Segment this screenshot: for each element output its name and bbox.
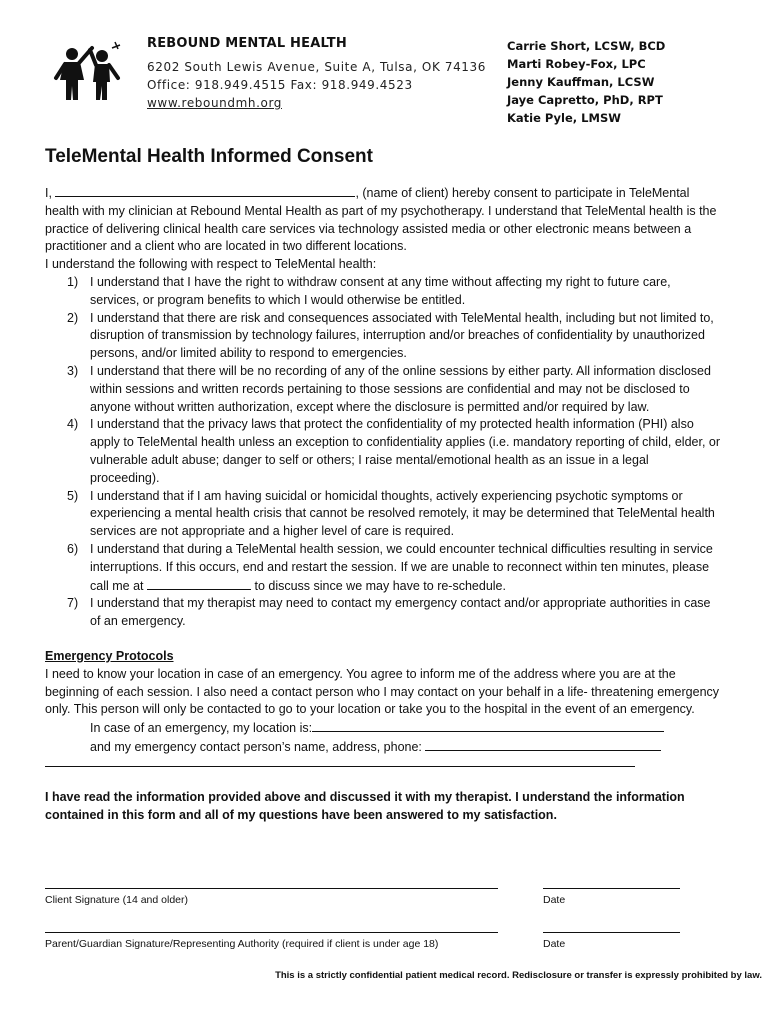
list-item: 2) I understand that there are risk and consequences associated with TeleMental health, including but not limited to, disruption of transmission by technology failures, interruption and/or breaches of confidentiality by unauthorized persons, and/or limited ability to respond to emergencies. bbox=[67, 310, 714, 361]
intro-prefix: I, bbox=[45, 186, 52, 200]
intro-text: , (name of client) hereby consent to participate in TeleMental health with my clinician at Rebound Mental Health as part of my psychotherapy. I understand that TeleMental health is the practice of delivering clinical health care services via technology assisted media or other electronic means between a practitioner and a client who are located in two different locations. bbox=[45, 186, 717, 254]
organization-info bbox=[147, 36, 486, 112]
client-date-field[interactable] bbox=[543, 888, 680, 889]
emergency-contact-row: and my emergency contact person’s name, address, phone: bbox=[45, 738, 720, 757]
emergency-contact-continuation-field[interactable] bbox=[45, 757, 635, 767]
staff-member: Carrie Short, LCSW, BCD bbox=[507, 39, 666, 53]
list-item: 4) I understand that the privacy laws that protect the confidentiality of my protected health information (PHI) also apply to TeleMental health unless an exception to confidentiality applies (i.e. mandatory reporting of child, elder, or vulnerable adult abuse; danger to self or others; I raise mental/emotional health as an issue in a legal proceeding). bbox=[67, 417, 721, 485]
org-name: REBOUND MENTAL HEALTH bbox=[147, 36, 347, 51]
staff-member: Katie Pyle, LMSW bbox=[507, 111, 621, 125]
client-name-field[interactable] bbox=[55, 184, 355, 197]
emergency-location-field[interactable] bbox=[312, 719, 664, 732]
list-item: 7) I understand that my therapist may need to contact my emergency contact and/or appropriate authorities in case of an emergency. bbox=[67, 596, 711, 629]
intro-lead: I understand the following with respect to TeleMental health: bbox=[45, 257, 377, 272]
intro-paragraph bbox=[45, 184, 720, 256]
consent-items-list bbox=[45, 274, 720, 631]
guardian-date-field[interactable] bbox=[543, 932, 680, 933]
guardian-date-label: Date bbox=[543, 938, 566, 950]
confidentiality-footer: This is a strictly confidential patient medical record. Redisclosure or transfer is expressly prohibited by law. bbox=[275, 970, 762, 981]
staff-member: Jaye Capretto, PhD, RPT bbox=[507, 93, 663, 107]
list-item: 5) I understand that if I am having suicidal or homicidal thoughts, actively experiencing psychotic symptoms or experiencing a mental health crisis that cannot be resolved remotely, it may be determined that TeleMental health services are not appropriate and a higher level of care is required. bbox=[67, 488, 715, 539]
document-title: TeleMental Health Informed Consent bbox=[45, 146, 373, 167]
therapist-phone-field[interactable] bbox=[147, 577, 251, 590]
org-phone-fax: Office: 918.949.4515 Fax: 918.949.4523 bbox=[147, 78, 413, 92]
guardian-signature-field[interactable] bbox=[45, 932, 498, 933]
staff-member: Jenny Kauffman, LCSW bbox=[507, 75, 655, 89]
staff-member: Marti Robey-Fox, LPC bbox=[507, 57, 646, 71]
two-children-logo-icon bbox=[52, 40, 124, 104]
list-item: 6) I understand that during a TeleMental health session, we could encounter technical difficulties resulting in service interruptions. If this occurs, end and restart the session. If we are unable to reconnect within ten minutes, please call me at to discuss since we may have to re-schedule. bbox=[67, 541, 713, 593]
list-item: 3) I understand that there will be no recording of any of the online sessions by either party. All information disclosed within sessions and written records pertaining to those sessions are confidential and may not be disclosed to anyone without written authorization, except where the disclosure is permitted and/or required by law. bbox=[67, 363, 711, 414]
list-item: 1) I understand that I have the right to withdraw consent at any time without affecting my right to future care, services, or program benefits to which I would otherwise be entitled. bbox=[67, 274, 671, 307]
org-website-link[interactable]: www.reboundmh.org bbox=[147, 96, 282, 110]
emergency-protocols-text: I need to know your location in case of an emergency. You agree to inform me of the address where you are at the beginning of each session. I also need a contact person who I may contact on your behalf in a life- threatening emergency only. This person will only be contacted to go to your location or take you to the hospital in the event of an emergency. bbox=[45, 666, 720, 717]
emergency-contact-field[interactable] bbox=[425, 738, 661, 751]
client-signature-field[interactable] bbox=[45, 888, 498, 889]
acknowledgement-statement: I have read the information provided above and discussed it with my therapist. I understand the information contained in this form and all of my questions have been answered to my satisfaction. bbox=[45, 789, 685, 822]
org-address: 6202 South Lewis Avenue, Suite A, Tulsa, OK 74136 bbox=[147, 60, 487, 74]
guardian-signature-label: Parent/Guardian Signature/Representing Authority (required if client is under age 18) bbox=[45, 938, 439, 950]
emergency-location-row: In case of an emergency, my location is: bbox=[45, 719, 720, 738]
client-date-label: Date bbox=[543, 894, 566, 906]
consent-body bbox=[45, 184, 720, 824]
staff-list bbox=[507, 37, 665, 127]
emergency-protocols-heading: Emergency Protocols bbox=[45, 648, 174, 663]
client-signature-label: Client Signature (14 and older) bbox=[45, 894, 189, 906]
